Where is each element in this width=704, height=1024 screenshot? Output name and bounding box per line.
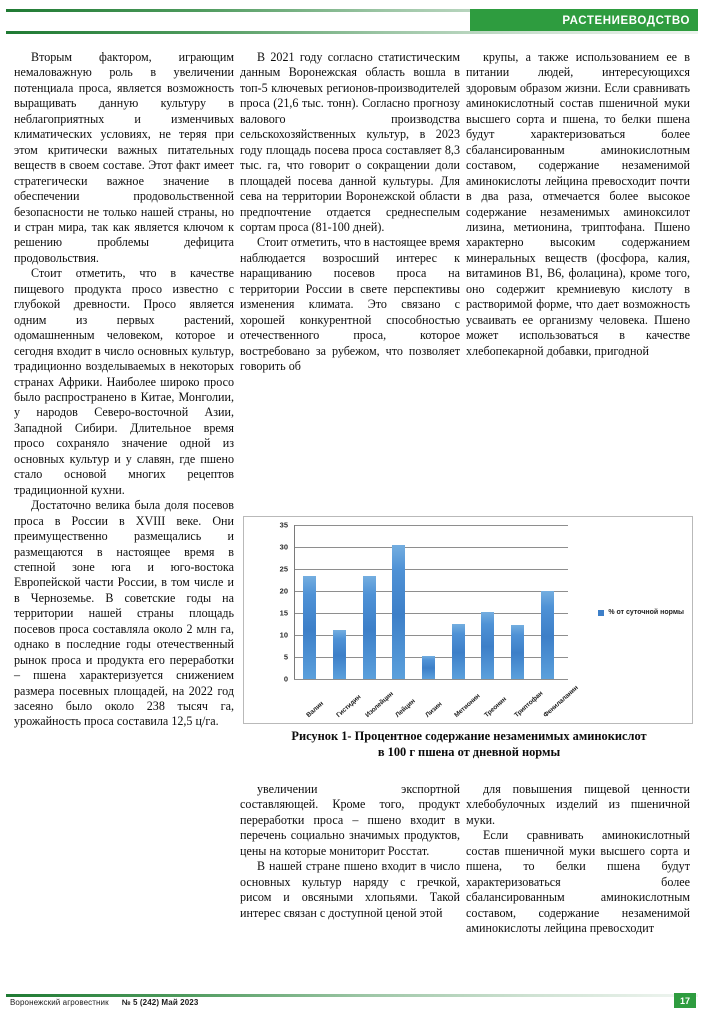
chart-x-tick-label: Валин <box>305 700 325 719</box>
chart-x-tick-label: Изолейцин <box>364 690 395 719</box>
chart-x-tick-label: Метионин <box>453 692 482 719</box>
chart-y-tick-label: 15 <box>279 608 288 618</box>
chart-bar-slot <box>532 525 562 679</box>
body-column-2-top <box>240 50 460 375</box>
footer-issue-info: № 5 (242) Май 2023 <box>121 998 199 1007</box>
bar-chart <box>243 516 693 724</box>
page-header <box>0 0 704 40</box>
chart-bar <box>363 576 376 679</box>
chart-bar-slot <box>503 525 533 679</box>
chart-x-axis-labels <box>295 679 580 723</box>
chart-x-tick-label: Треонин <box>483 695 508 719</box>
chart-y-tick-label: 0 <box>283 674 288 684</box>
chart-bar-slot <box>443 525 473 679</box>
header-rule-bottom <box>6 31 698 34</box>
chart-y-tick-label: 25 <box>279 564 288 574</box>
chart-plot-area <box>279 520 562 684</box>
chart-y-tick-label: 20 <box>279 586 288 596</box>
paragraph: В 2021 году согласно статистическим данным Воронежская область вошла в топ-5 ключевых регионов-производителей проса (21,6 тыс. тонн). Согласно прогнозу валового производства сельскохозяйственных культур, в 2023 году площадь посева проса составляет 8,3 тыс. га, что говорит о сокращении доли площадей посева данной культуры. Для сева на территории Воронежской области предпочтение отдается среднеспелым сортам проса (81-100 дней). <box>240 50 460 234</box>
chart-x-tick-label: Лизин <box>423 700 443 719</box>
chart-x-tick-label: Триптофан <box>512 690 544 719</box>
chart-bar <box>452 624 465 679</box>
figure-caption-line-1: Рисунок 1- Процентное содержание незаменимых аминокислот <box>291 729 647 743</box>
footer-journal-name: Воронежский агровестник <box>10 998 109 1007</box>
chart-legend <box>598 609 684 616</box>
paragraph: В нашей стране пшено входит в число основных культур наряду с гречкой, рисом и овсяными хлопьями. Такой интерес связан с доступной ценой этой <box>240 859 460 920</box>
page-number-badge: 17 <box>674 993 696 1008</box>
section-title: РАСТЕНИЕВОДСТВО <box>562 15 690 27</box>
footer-text <box>10 998 198 1007</box>
legend-swatch-icon <box>598 610 604 616</box>
paragraph: Стоит отметить, что в настоящее время наблюдается возросший интерес к наращиванию посевов проса на территории России в свете перспективы изменения климата. Это связано с хорошей конкурентной способностью отечественного проса, которое востребовано за рубежом, что позволяет говорить об <box>240 235 460 374</box>
paragraph: крупы, а также использованием ее в питании людей, интересующихся здоровым образом жизни. Если сравнивать аминокислотный состав пшеничной муки высшего сорта и пшена, то белки пшена будут характеризоваться более сбалансированным аминокислотным составом, содержание незаменимой аминокислоты лейцина превосходит почти в два раза, отмечается более высокое содержание незаменимых аминоксилот лизина, метионина, триптофана. Пшено характерно высоким содержанием минеральных веществ (фосфора, калия, витаминов В1, В6, фолацина), кроме того, оно содержит кремниевую кислоту в растворимой форме, что дает возможность усваивать ее организму человека. Пшено может использоваться в качестве хлебопекарной добавки, пригодной <box>466 50 690 358</box>
chart-x-tick-label: Гистидин <box>334 693 362 719</box>
chart-bar <box>333 630 346 679</box>
body-column-2-bottom <box>240 782 460 921</box>
body-column-1 <box>14 50 234 730</box>
paragraph: увеличении экспортной составляющей. Кроме того, продукт переработки проса – пшено входит в перечень социально значимых продуктов, цены на которые мониторит Росстат. <box>240 782 460 858</box>
chart-bar <box>511 625 524 679</box>
chart-y-tick-label: 5 <box>283 652 288 662</box>
chart-bar-slot <box>414 525 444 679</box>
chart-bar <box>481 612 494 679</box>
chart-bar-slot <box>354 525 384 679</box>
chart-bar <box>303 576 316 679</box>
body-column-3-bottom <box>466 782 690 937</box>
footer-rule <box>6 994 698 997</box>
paragraph: Достаточно велика была доля посевов проса в России в XVIII веке. Они преимущественно размещались и размещаются в настоящее время в степной зоне юга и юго-востока Европейской части России, в том числе и в Черноземье. В советские годы на территории нашей страны площадь посевов проса составляла около 2 млн га, однако в последние годы отечественный рынок проса и продукта его переработки – пшена характеризуется снижением размера посевных площадей, на 2022 год засеяно было около 238 тысяч га, урожайность проса составила 12,5 ц/га. <box>14 498 234 729</box>
figure-1 <box>243 516 695 760</box>
chart-y-tick-label: 30 <box>279 542 288 552</box>
paragraph: для повышения пищевой ценности хлебобулочных изделий из пшеничной муки. <box>466 782 690 827</box>
page-footer <box>0 984 704 1024</box>
chart-x-tick-label: Лейцин <box>394 697 417 719</box>
chart-bar-slot <box>473 525 503 679</box>
chart-bar-slot <box>295 525 325 679</box>
body-column-3-top <box>466 50 690 359</box>
chart-bar <box>541 591 554 679</box>
chart-bar-slot <box>325 525 355 679</box>
legend-label: % от суточной нормы <box>608 609 684 616</box>
chart-bar-slot <box>384 525 414 679</box>
figure-caption-line-2: в 100 г пшена от дневной нормы <box>377 745 561 759</box>
chart-bars <box>295 525 562 679</box>
paragraph: Стоит отметить, что в качестве пищевого продукта просо известно с глубокой древности. Просо является одним из первых растений, одомашненным человеком, которое и сегодня входит в число основных культур, традиционно возделываемых в некоторых странах Африки. Наиболее широко просо было распространено в Китае, Монголии, у народов Северо-восточной Азии, Западной Сибири. Длительное время просо сохраняло значение одной из основных культур и у славян, где пшено стало основой многих рецептов традиционной кухни. <box>14 266 234 497</box>
paragraph: Если сравнивать аминокислотный состав пшеничной муки высшего сорта и пшена, то белки пшена будут характеризоваться более сбалансированным аминокислотным составом, содержание незаменимой аминокислоты лейцина превосходит <box>466 828 690 936</box>
chart-y-tick-label: 35 <box>279 520 288 530</box>
chart-bar <box>422 656 435 679</box>
figure-caption <box>243 728 695 760</box>
chart-x-tick-label: Фенилаланин <box>542 684 580 719</box>
paragraph: Вторым фактором, играющим немаловажную роль в увеличении потенциала проса, является возможность выращивать данную культуру в неблагоприятных и изменчивых климатических условиях, не теряя при этом критически важных питательных веществ в своем составе. Этот факт имеет стратегически важное значение в обеспечении продовольственной безопасности не только нашей страны, но и стран мира, так как является ключом к решению проблемы дефицита продовольствия. <box>14 50 234 265</box>
chart-bar <box>392 545 405 679</box>
chart-y-tick-label: 10 <box>279 630 288 640</box>
